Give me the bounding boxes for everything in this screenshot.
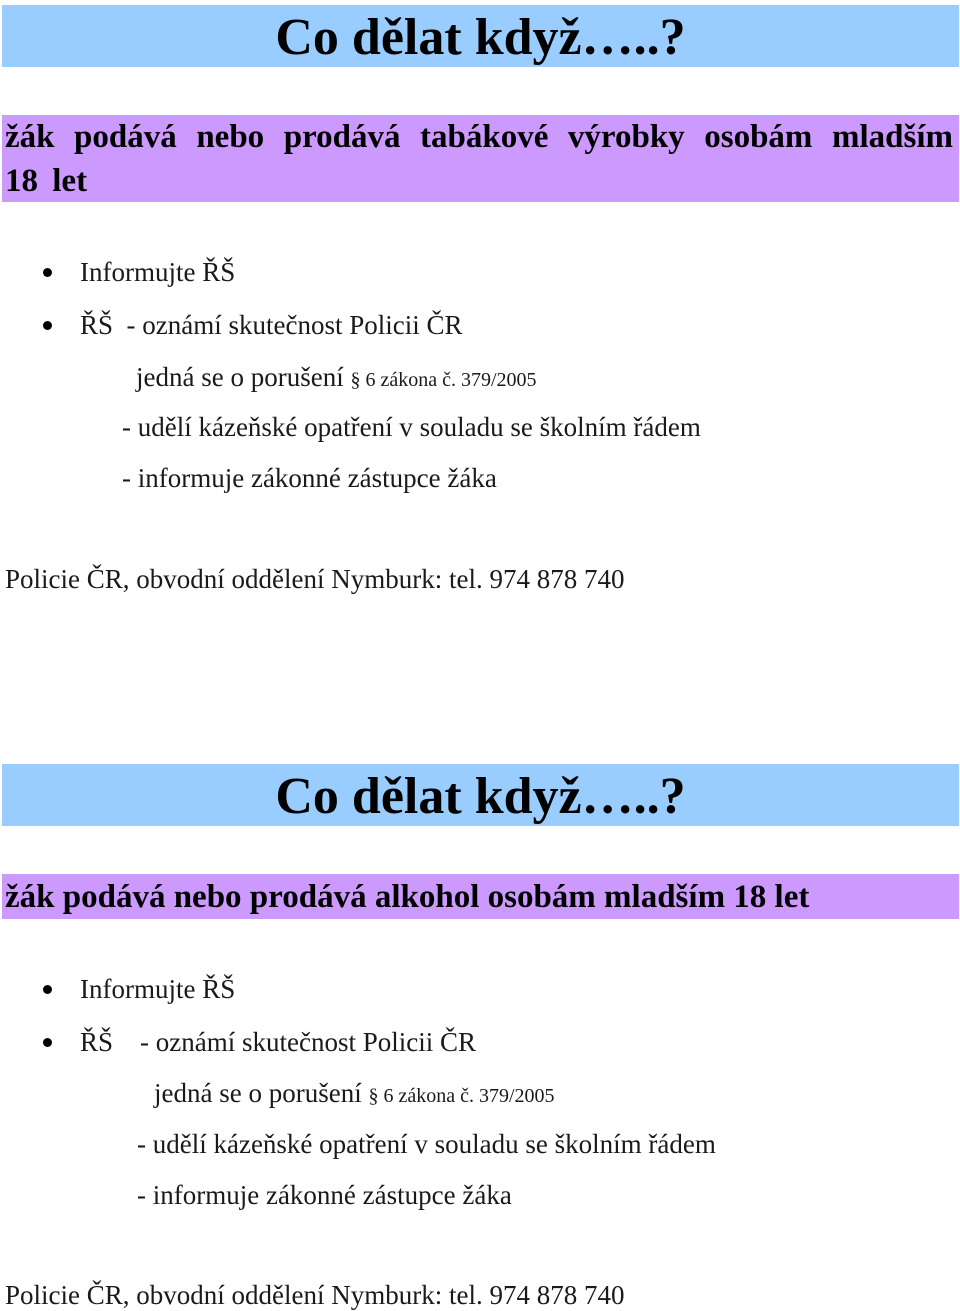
section1-subtitle: žák podává nebo prodává tabákové výrobky osobám mladším 18 let [2, 115, 959, 202]
section2-violation-law: § 6 zákona č. 379/2005 [368, 1085, 555, 1107]
bullet-icon [43, 985, 52, 994]
section1-contact: Policie ČR, obvodní oddělení Nymburk: tel. 974 878 740 [5, 564, 625, 594]
bullet-icon [43, 321, 52, 330]
section2-violation-prefix: jedná se o porušení [154, 1078, 369, 1108]
section2-title: Co dělat když…..? [2, 764, 959, 826]
section1-violation-law: § 6 zákona č. 379/2005 [350, 369, 537, 391]
section1-bullet-1: Informujte ŘŠ [80, 257, 236, 287]
section2-violation [154, 1077, 555, 1112]
section1-violation-prefix: jedná se o porušení [136, 362, 351, 392]
section2-subtitle: žák podává nebo prodává alkohol osobám mladším 18 let [2, 874, 959, 919]
section2-action-1: - udělí kázeňské opatření v souladu se školním řádem [137, 1129, 716, 1159]
section1-bullet-2: ŘŠ - oznámí skutečnost Policii ČR [80, 310, 463, 340]
bullet-icon [43, 268, 52, 277]
section2-contact: Policie ČR, obvodní oddělení Nymburk: tel. 974 878 740 [5, 1280, 625, 1310]
bullet-icon [43, 1038, 52, 1047]
section1-action-2: - informuje zákonné zástupce žáka [122, 463, 497, 493]
section1-title: Co dělat když…..? [2, 5, 959, 67]
section1-violation [136, 361, 537, 396]
section1-action-1: - udělí kázeňské opatření v souladu se školním řádem [122, 412, 701, 442]
section2-action-2: - informuje zákonné zástupce žáka [137, 1180, 512, 1210]
section2-bullet-1: Informujte ŘŠ [80, 974, 236, 1004]
section2-bullet-2: ŘŠ - oznámí skutečnost Policii ČR [80, 1027, 476, 1057]
